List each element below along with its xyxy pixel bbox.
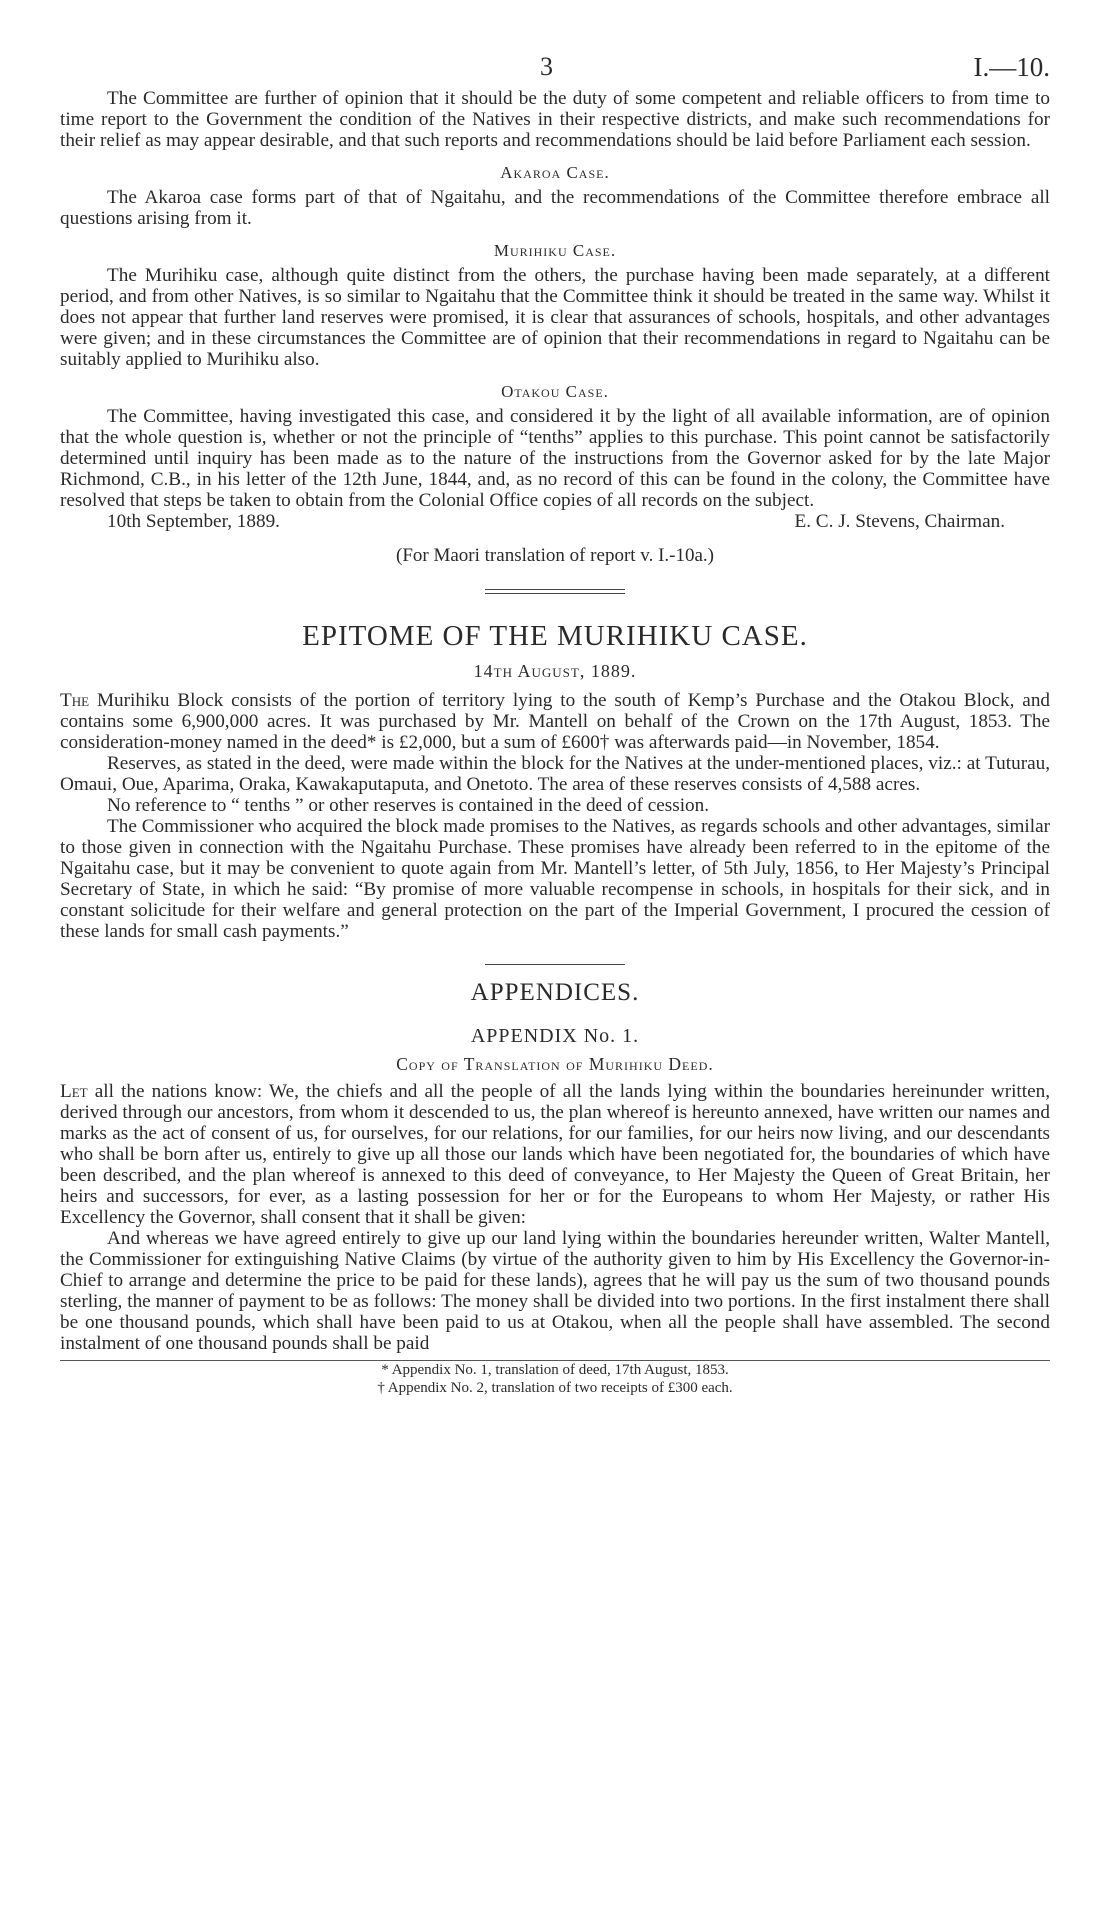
akaroa-heading: Akaroa Case. bbox=[500, 163, 610, 182]
deed-lead-word: Let bbox=[60, 1081, 88, 1102]
paper-reference: I.—10. bbox=[973, 52, 1050, 82]
epitome-paragraph-2: Reserves, as stated in the deed, were made within the block for the Natives at the under-mentioned places, viz.: at Tuturau, Omaui, Oue, Aparima, Oraka, Kawakaputaputa, and Onetoto. The area of these reserves consists of 4,588 acres. bbox=[60, 753, 1050, 795]
appendix-1-title: APPENDIX No. 1. bbox=[470, 1025, 640, 1047]
translation-note: (For Maori translation of report v. I.-10a.) bbox=[396, 545, 714, 566]
otakou-paragraph: The Committee, having investigated this case, and considered it by the light of all available information, are of opinion that the whole question is, whether or not the principle of “tenths” applies to this purchase. This point cannot be satisfactorily determined until inquiry has been made as to the nature of the instructions from the Governor asked for by the late Major Richmond, C.B., in his letter of the 12th June, 1844, and, as no record of this can be found in the colony, the Committee have resolved that steps be taken to obtain from the Colonial Office copies of all records on the subject. bbox=[60, 406, 1050, 511]
footnote-1: * Appendix No. 1, translation of deed, 17th August, 1853. bbox=[381, 1362, 729, 1378]
otakou-heading: Otakou Case. bbox=[501, 382, 609, 401]
murihiku-paragraph: The Murihiku case, although quite distinct from the others, the purchase having been made separately, at a different period, and from other Natives, is so similar to Ngaitahu that the Committee think it should be treated in the same way. Whilst it does not appear that further land reserves were promised, it is clear that assurances of schools, hospitals, and other advantages were given; and in these circumstances the Committee are of opinion that their recommendations in regard to Ngaitahu can be suitably applied to Murihiku also. bbox=[60, 265, 1050, 370]
deed-paragraph-1 bbox=[60, 1081, 1050, 1228]
chairman-signature: E. C. J. Stevens, Chairman. bbox=[794, 511, 1005, 532]
document-page bbox=[60, 52, 1050, 1397]
committee-paragraph: The Committee are further of opinion that it should be the duty of some competent and reliable officers to from time to time report to the Government the condition of the Natives in their respective districts, and make such recommendations for their relief as may appear desirable, and that such reports and recommendations should be laid before Parliament each session. bbox=[60, 88, 1050, 151]
epitome-paragraph-3: No reference to “ tenths ” or other reserves is contained in the deed of cession. bbox=[107, 795, 710, 816]
double-rule-divider bbox=[485, 589, 625, 594]
footnote-2: † Appendix No. 2, translation of two receipts of £300 each. bbox=[377, 1380, 733, 1396]
page-number: 3 bbox=[540, 52, 553, 81]
footnotes bbox=[60, 1361, 1050, 1397]
signature-row bbox=[60, 511, 1050, 533]
appendix-1-subtitle: Copy of Translation of Murihiku Deed. bbox=[396, 1054, 714, 1074]
murihiku-heading: Murihiku Case. bbox=[493, 241, 617, 260]
report-date: 10th September, 1889. bbox=[107, 511, 280, 532]
akaroa-paragraph: The Akaroa case forms part of that of Ngaitahu, and the recommendations of the Committee therefore embrace all questions arising from it. bbox=[60, 187, 1050, 229]
deed-paragraph-2: And whereas we have agreed entirely to give up our land lying within the boundaries hereunder written, Walter Mantell, the Commissioner for extinguishing Native Claims (by virtue of the authority given to him by His Excellency the Governor-in-Chief to arrange and determine the price to be paid for these lands), agrees that he will pay us the sum of two thousand pounds sterling, the manner of payment to be as follows: The money shall be divided into two portions. In the first instalment there shall be one thousand pounds, which shall have been paid to us at Otakou, when all the people shall have assembled. The second instalment of one thousand pounds shall be paid bbox=[60, 1228, 1050, 1354]
page-header bbox=[60, 52, 1050, 88]
epitome-title: EPITOME OF THE MURIHIKU CASE. bbox=[302, 620, 808, 652]
appendices-title: APPENDICES. bbox=[470, 979, 640, 1006]
deed-paragraph-1-text: all the nations know: We, the chiefs and all the people of all the lands lying within the boundaries hereinunder written, derived through our ancestors, from whom it descended to us, the plan whereof is hereunto annexed, have written our names and marks as the act of consent of us, for ourselves, for our relations, for our families, for our heirs now living, and our descendants who shall be born after us, entirely to give up all those our lands which have been negotiated for, the boundaries of which have been described, and the plan whereof is annexed to this deed of conveyance, to Her Majesty the Queen of Great Britain, her heirs and successors, for ever, as a lasting possession for her or for the Europeans to whom Her Majesty, or rather His Excellency the Governor, shall consent that it shall be given: bbox=[60, 1081, 1051, 1228]
epitome-paragraph-1 bbox=[60, 690, 1050, 753]
epitome-lead-word: The bbox=[60, 690, 90, 711]
section-divider bbox=[485, 964, 625, 965]
epitome-date: 14th August, 1889. bbox=[473, 661, 637, 681]
epitome-paragraph-4: The Commissioner who acquired the block made promises to the Natives, as regards schools and other advantages, similar to those given in connection with the Ngaitahu Purchase. These promises have already been referred to in the epitome of the Ngaitahu case, but it may be convenient to quote again from Mr. Mantell’s letter, of 5th July, 1856, to Her Majesty’s Principal Secretary of State, in which he said: “By promise of more valuable recompense in schools, in hospitals for their sick, and in constant solicitude for their welfare and general protection on the part of the Imperial Government, I procured the cession of these lands for small cash payments.” bbox=[60, 816, 1050, 942]
epitome-paragraph-1-text: Murihiku Block consists of the portion of territory lying to the south of Kemp’s Purchase and the Otakou Block, and contains some 6,900,000 acres. It was purchased by Mr. Mantell on behalf of the Crown on the 17th August, 1853. The consideration-money named in the deed* is £2,000, but a sum of £600† was afterwards paid—in November, 1854. bbox=[60, 690, 1051, 753]
